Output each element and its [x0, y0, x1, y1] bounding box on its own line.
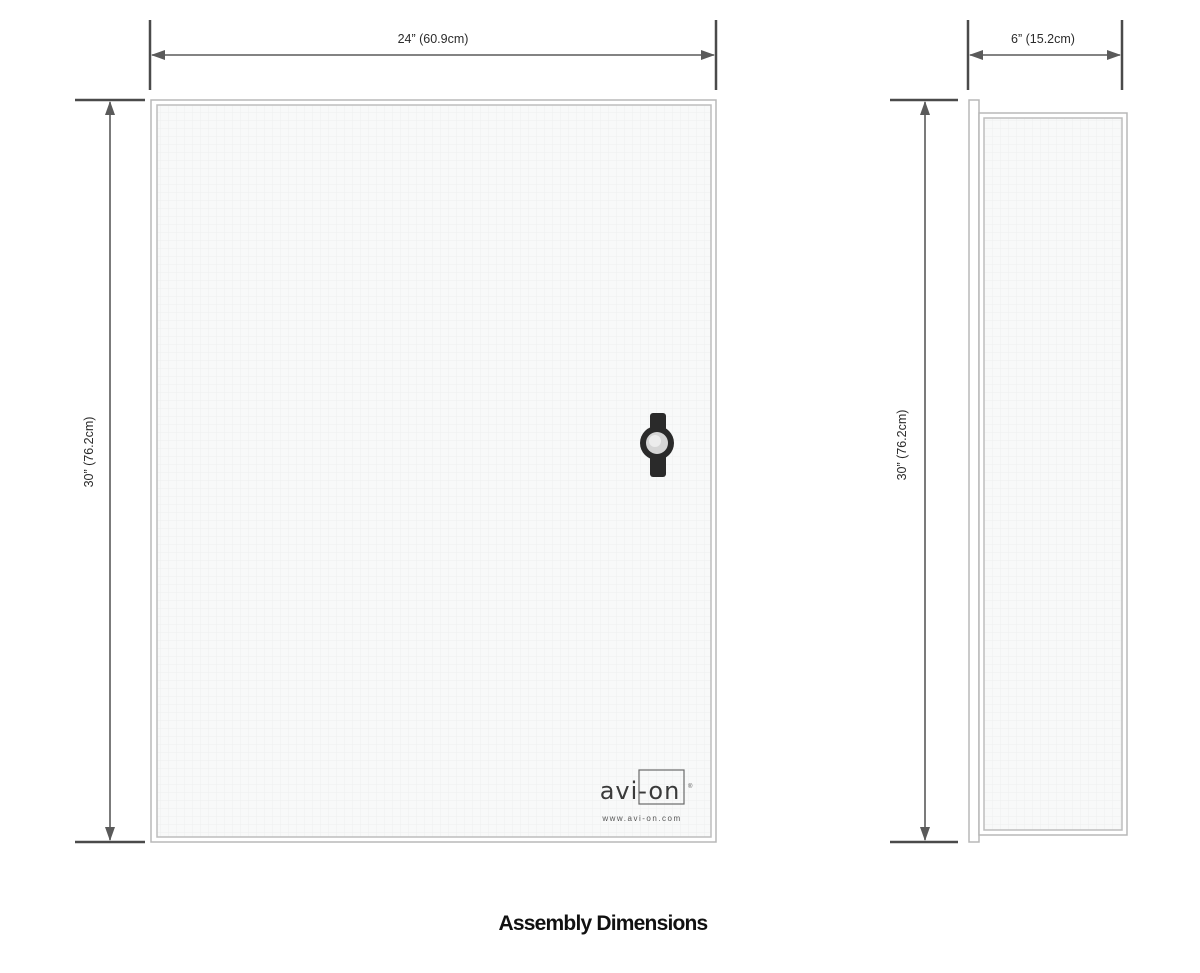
- cabinet-front-inner: [157, 105, 711, 837]
- front-height-dimension: [75, 100, 145, 842]
- front-view: [75, 20, 716, 842]
- side-view: [890, 20, 1127, 842]
- avi-on-logo: [600, 770, 693, 823]
- cabinet-side-inner: [984, 118, 1122, 830]
- cabinet-side-flange: [969, 100, 979, 842]
- diagram-title: Assembly Dimensions: [498, 912, 708, 935]
- side-depth-label: 6” (15.2cm): [1011, 32, 1075, 46]
- logo-url-text: www.avi-on.com: [602, 814, 682, 823]
- front-height-label: 30” (76.2cm): [82, 416, 96, 488]
- side-depth-dimension: [968, 20, 1122, 90]
- front-width-label: 24” (60.9cm): [397, 32, 469, 46]
- logo-brand-text: avi-on: [599, 777, 681, 805]
- front-width-dimension: [150, 20, 716, 90]
- side-height-label: 30” (76.2cm): [895, 409, 909, 481]
- side-height-dimension: [890, 100, 958, 842]
- cabinet-front-panel: [151, 100, 716, 842]
- logo-registered-mark: ®: [688, 784, 693, 790]
- cabinet-side-panel: [969, 100, 1127, 842]
